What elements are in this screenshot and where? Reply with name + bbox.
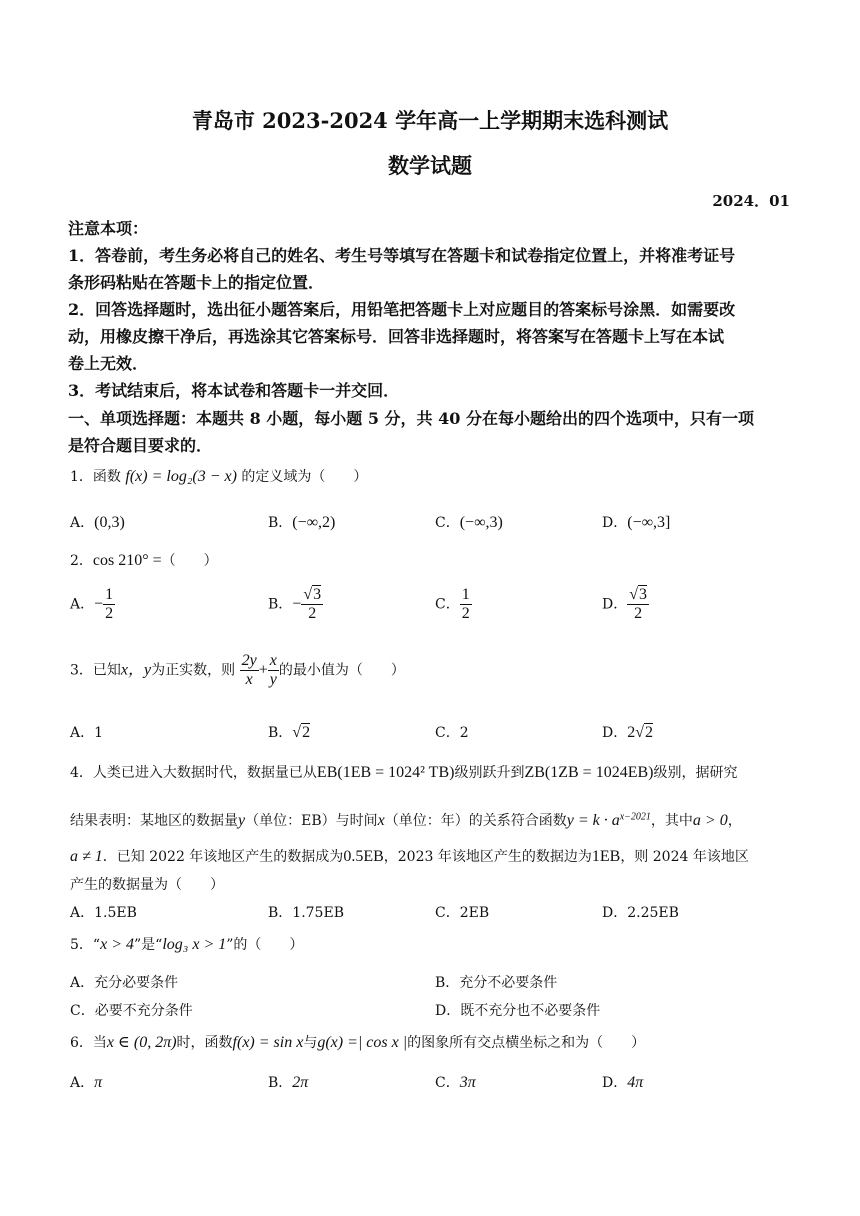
q6-option-a: A．π (70, 1074, 103, 1091)
q3-option-a: A．1 (70, 725, 104, 741)
note-2-line-3: 卷上无效． (68, 354, 149, 373)
q1-option-b: B．(−∞,2) (268, 514, 336, 531)
q3-option-d: D．2√2 (602, 724, 654, 741)
question-5: 5．“x > 4”是“log₃ x > 1”的（ ） (70, 936, 304, 953)
question-3: 3．已知x，y为正实数，则 $\frac{2y}{x}$ + $\frac{x}{y}$ 的最小值为（ ） (70, 652, 405, 688)
question-6: 6．当x ∈ (0, 2π)时，函数f(x) = sin x与g(x) =| cos x |的图象所有交点横坐标之和为（ ） (70, 1034, 646, 1051)
q5-option-c: C．必要不充分条件 (70, 1003, 193, 1019)
question-1 (70, 466, 367, 486)
q2-option-d: D． $\frac{√3}{2}$ (602, 586, 648, 622)
q6-option-b: B．2π (268, 1074, 309, 1091)
q1-expr: f(x) = log₂(3 − x) (125, 468, 237, 485)
exam-title: 青岛市 2023-2024 学年高一上学期期末选科测试 (191, 108, 669, 133)
q1-option-a: A．(0,3) (70, 514, 125, 531)
q2-option-b: B．− $\frac{√3}{2}$ (268, 586, 322, 622)
q2-expr: cos 210° = (92, 552, 162, 569)
question-4-line-4: 产生的数据量为（ ） (70, 877, 224, 893)
q4-option-a: A．1.5EB (70, 905, 137, 921)
q2-option-a: A．− $\frac{1}{2}$ (70, 586, 114, 622)
q4-option-d: D．2.25EB (602, 905, 679, 921)
note-2-line-2: 动，用橡皮擦干净后，再选涂其它答案标号．回答非选择题时，将答案写在答题卡上写在本试 (68, 327, 725, 346)
section-heading-line-1: 一、单项选择题：本题共 8 小题，每小题 5 分，共 40 分在每小题给出的四个选项中，只有一项 (68, 409, 754, 428)
exam-date: 2024．01 (712, 192, 790, 210)
q1-post: 的定义域为（ ） (241, 469, 368, 485)
question-2 (70, 550, 218, 570)
note-3: 3．考试结束后，将本试卷和答题卡一并交回． (68, 381, 400, 400)
q5-option-d: D．既不充分也不必要条件 (435, 1003, 601, 1019)
q6-option-c: C．3π (435, 1074, 476, 1091)
q1-option-c: C．(−∞,3) (435, 514, 503, 531)
q2-option-c: C． $\frac{1}{2}$ (435, 586, 470, 622)
q3-option-b: B．√2 (268, 724, 311, 741)
notes-heading: 注意本项： (68, 219, 149, 238)
q4-option-c: C．2EB (435, 905, 490, 921)
question-4-line-1: 4．人类已进入大数据时代，数据量已从EB(1EB = 1024² TB)级别跃升到ZB(1ZB = 1024EB)级别，据研究 (70, 764, 738, 781)
q5-option-b: B．充分不必要条件 (435, 975, 558, 991)
question-4-line-3: a ≠ 1．已知 2022 年该地区产生的数据成为0.5EB，2023 年该地区产生的数据边为1EB，则 2024 年该地区 (70, 848, 749, 865)
note-1-line-2: 条形码粘贴在答题卡上的指定位置． (68, 273, 325, 292)
note-2-line-1: 2．回答选择题时，选出征小题答案后，用铅笔把答题卡上对应题目的答案标号涂黑．如需要改 (68, 300, 736, 319)
q2-post: （ ） (161, 553, 218, 569)
q1-number: 1． (70, 469, 93, 485)
q1-option-d: D．(−∞,3] (602, 514, 671, 531)
note-1-line-1: 1．答卷前，考生务必将自己的姓名、考生号等填写在答题卡和试卷指定位置上，并将准考证号 (68, 246, 736, 265)
q1-pre: 函数 (92, 469, 121, 485)
section-heading-line-2: 是符合题目要求的． (68, 436, 213, 455)
q5-option-a: A．充分必要条件 (70, 975, 179, 991)
q3-option-c: C．2 (435, 725, 469, 741)
q4-option-b: B．1.75EB (268, 905, 344, 921)
q2-number: 2． (70, 553, 93, 569)
exam-subtitle: 数学试题 (388, 153, 472, 178)
question-4-line-2: 结果表明：某地区的数据量y（单位：EB）与时间x（单位：年）的关系符合函数$y = k \cdot a^{x-2021}$，其中a > 0， (70, 811, 742, 829)
q6-option-d: D．4π (602, 1074, 644, 1091)
